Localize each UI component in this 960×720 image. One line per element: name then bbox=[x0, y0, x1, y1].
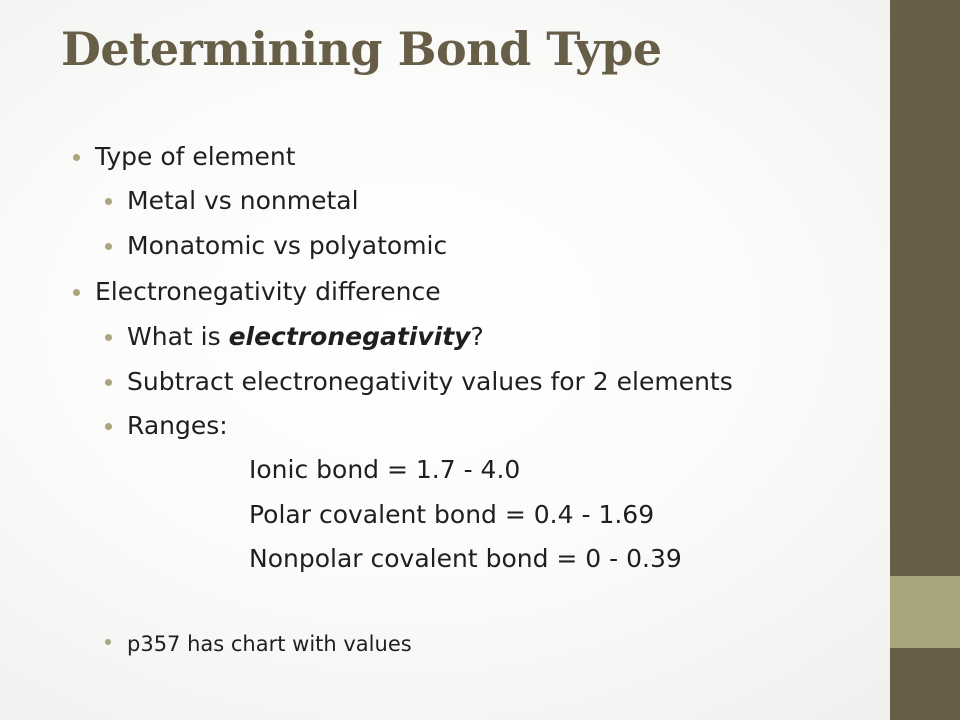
bullet-text: Subtract electronegativity values for 2 elements bbox=[127, 367, 733, 396]
emphasized-term: electronegativity bbox=[228, 322, 471, 351]
bullet-text-suffix: ? bbox=[470, 322, 484, 351]
bullet-dot-icon bbox=[105, 423, 112, 430]
bullet-text: Ranges: bbox=[127, 411, 228, 440]
bullet-text: Metal vs nonmetal bbox=[127, 186, 359, 215]
bullet-text: Monatomic vs polyatomic bbox=[127, 231, 448, 260]
range-label: Nonpolar covalent bond = bbox=[249, 544, 586, 573]
range-label: Polar covalent bond = bbox=[249, 500, 534, 529]
bullet-dot-icon bbox=[73, 289, 80, 296]
range-nonpolar-covalent bbox=[249, 544, 682, 574]
bullet-subtract-values bbox=[127, 367, 733, 397]
range-polar-covalent bbox=[249, 500, 654, 530]
bullet-p357-note bbox=[127, 629, 412, 659]
side-bar-accent bbox=[890, 576, 960, 648]
range-label: Ionic bond = bbox=[249, 455, 416, 484]
bullet-monatomic-vs-polyatomic bbox=[127, 231, 447, 261]
bullet-metal-vs-nonmetal bbox=[127, 186, 359, 216]
bullet-dot-icon bbox=[105, 379, 112, 386]
bullet-dot-icon bbox=[105, 198, 112, 205]
bullet-text: p357 has chart with values bbox=[127, 632, 412, 656]
range-ionic bbox=[249, 455, 520, 485]
bullet-dot-icon bbox=[105, 243, 112, 250]
slide-title: Determining Bond Type bbox=[61, 22, 662, 76]
range-value: 1.7 - 4.0 bbox=[415, 455, 521, 484]
bullet-type-of-element bbox=[95, 142, 296, 172]
bullet-text: Electronegativity difference bbox=[95, 277, 441, 306]
bullet-dot-icon bbox=[73, 154, 80, 161]
bullet-ranges bbox=[127, 411, 228, 441]
range-value: 0.4 - 1.69 bbox=[533, 500, 655, 529]
bullet-text-prefix: What is bbox=[127, 322, 229, 351]
bullet-what-is-electronegativity bbox=[127, 322, 484, 352]
bullet-dot-icon bbox=[105, 334, 112, 341]
bullet-electronegativity-difference bbox=[95, 277, 441, 307]
bullet-text: Type of element bbox=[95, 142, 296, 171]
bullet-dot-icon bbox=[105, 639, 111, 645]
range-value: 0 - 0.39 bbox=[585, 544, 682, 573]
